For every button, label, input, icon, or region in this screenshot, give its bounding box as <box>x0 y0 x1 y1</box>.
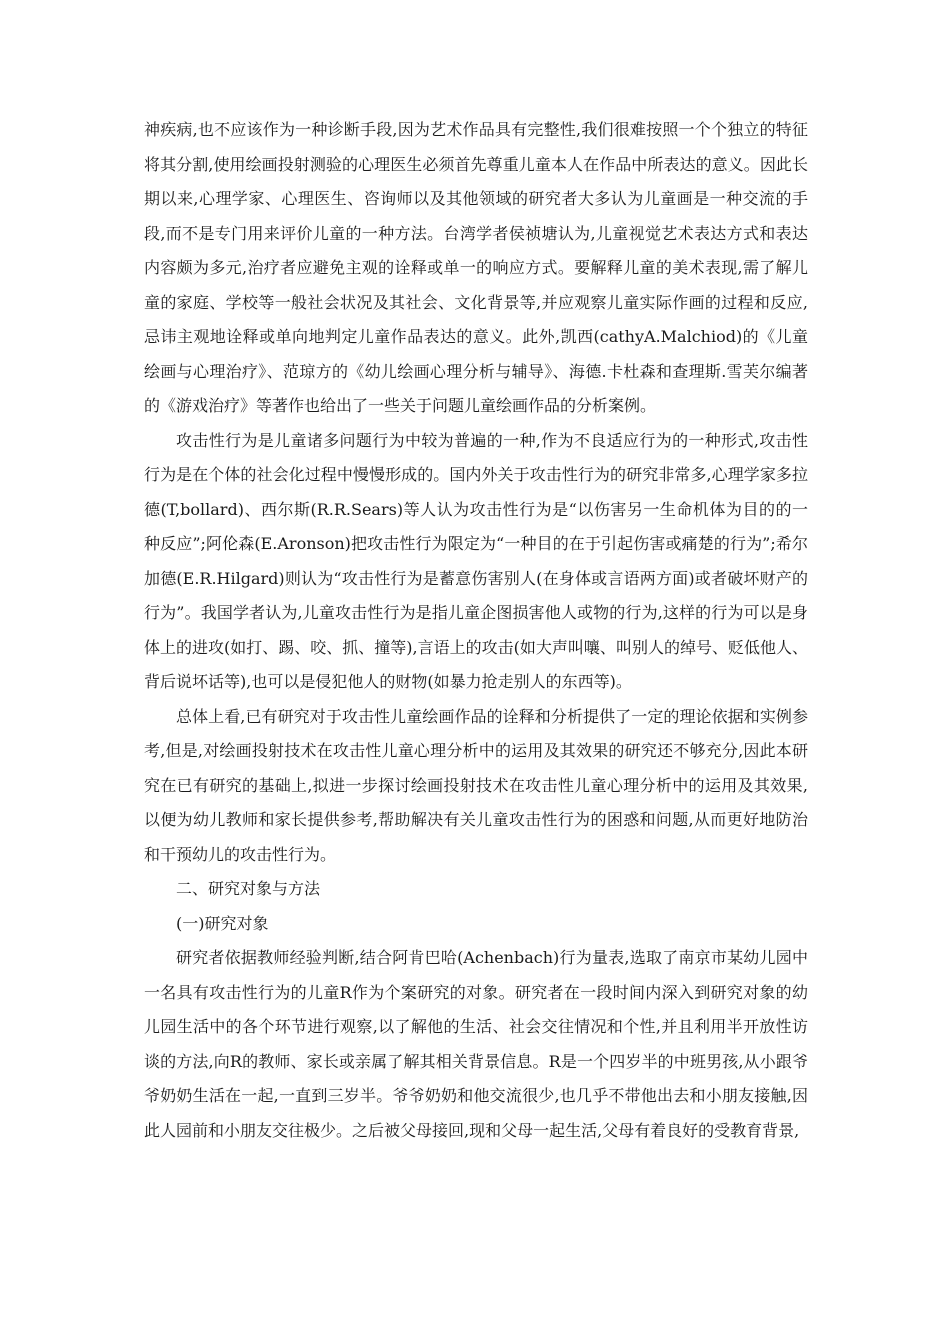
section-heading: 二、研究对象与方法 <box>176 879 321 898</box>
paragraph-summary: 总体上看,已有研究对于攻击性儿童绘画作品的诠释和分析提供了一定的理论依据和实例参考,但是,对绘画投射技术在攻击性儿童心理分析中的运用及其效果的研究还不够充分,因此本研究在已有研究的基础上,拟进一步探讨绘画投射技术在攻击性儿童心理分析中的运用及其效果,以便为幼儿教师和家长提供参考,帮助解决有关儿童攻击性行为的困惑和问题,从而更好地防治和干预幼儿的攻击性行为。 <box>144 706 808 864</box>
subsection-heading: (一)研究对象 <box>176 913 269 933</box>
paragraph-continuation: 神疾病,也不应该作为一种诊断手段,因为艺术作品具有完整性,我们很难按照一个个独立的特征将其分割,使用绘画投射测验的心理医生必须首先尊重儿童本人在作品中所表达的意义。因此长期以来,心理学家、心理医生、咨询师以及其他领域的研究者大多认为儿童画是一种交流的手段,而不是专门用来评价儿童的一种方法。台湾学者侯祯塘认为,儿童视觉艺术表达方式和表达内容颇为多元,治疗者应避免主观的诠释或单一的响应方式。要解释儿童的美术表现,需了解儿童的家庭、学校等一般社会状况及其社会、文化背景等,并应观察儿童实际作画的过程和反应,忌讳主观地诠释或单向地判定儿童作品表达的意义。此外,凯西(cathyA.Malchiod)的《儿童绘画与心理治疗》、范琼方的《幼儿绘画心理分析与辅导》、海德.卡杜森和查理斯.雪芙尔编著的《游戏治疗》等著作也给出了一些关于问题儿童绘画作品的分析案例。 <box>144 120 808 415</box>
paragraph-research-subject: 研究者依据教师经验判断,结合阿肯巴哈(Achenbach)行为量表,选取了南京市某幼儿园中一名具有攻击性行为的儿童R作为个案研究的对象。研究者在一段时间内深入到研究对象的幼儿园生活中的各个环节进行观察,以了解他的生活、社会交往情况和个性,并且利用半开放性访谈的方法,向R的教师、家长或亲属了解其相关背景信息。R是一个四岁半的中班男孩,从小跟爷爷奶奶生活在一起,一直到三岁半。爷爷奶奶和他交流很少,也几乎不带他出去和小朋友接触,因此人园前和小朋友交往极少。之后被父母接回,现和父母一起生活,父母有着良好的受教育背景, <box>144 948 808 1140</box>
document-body <box>144 113 808 1148</box>
paragraph-aggressive-behavior: 攻击性行为是儿童诸多问题行为中较为普遍的一种,作为不良适应行为的一种形式,攻击性行为是在个体的社会化过程中慢慢形成的。国内外关于攻击性行为的研究非常多,心理学家多拉德(T,bollard)、西尔斯(R.R.Sears)等人认为攻击性行为是“以伤害另一生命机体为目的的一种反应”;阿伦森(E.Aronson)把攻击性行为限定为“一种目的在于引起伤害或痛楚的行为”;希尔加德(E.R.Hilgard)则认为“攻击性行为是蓄意伤害别人(在身体或言语两方面)或者破坏财产的行为”。我国学者认为,儿童攻击性行为是指儿童企图损害他人或物的行为,这样的行为可以是身体上的进攻(如打、踢、咬、抓、撞等),言语上的攻击(如大声叫嚷、叫别人的绰号、贬低他人、背后说坏话等),也可以是侵犯他人的财物(如暴力抢走别人的东西等)。 <box>144 430 808 691</box>
